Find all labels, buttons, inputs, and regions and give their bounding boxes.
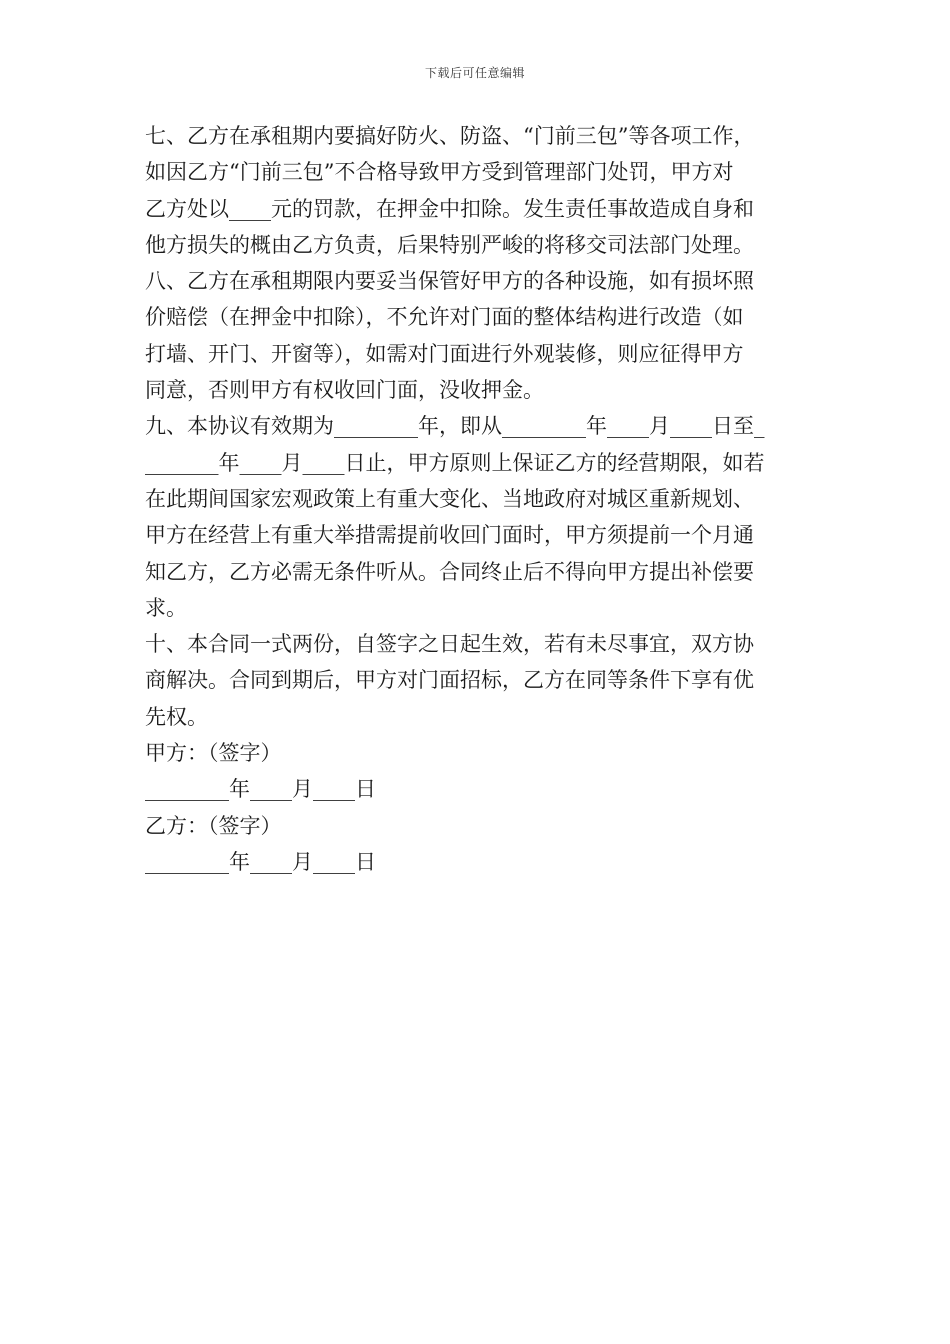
document-body [145, 118, 810, 880]
clause-9-line-1: 九、本协议有效期为________年，即从________年____月____日至_ [145, 414, 765, 439]
page-header: 下载后可任意编辑 [424, 66, 525, 80]
clause-8-line-4: 同意，否则甲方有权收回门面，没收押金。 [145, 378, 544, 403]
clause-7-line-1: 七、乙方在承租期内要搞好防火、防盗、“门前三包”等各项工作， [145, 124, 755, 148]
clause-9-line-6: 求。 [145, 595, 187, 620]
clause-8-line-3: 打墙、开门、开窗等），如需对门面进行外观装修，则应征得甲方 [145, 341, 744, 366]
clause-9-line-3: 在此期间国家宏观政策上有重大变化、当地政府对城区重新规划、 [145, 486, 754, 511]
party-b-date-line: ________年____月____日 [145, 849, 376, 874]
clause-9-line-4: 甲方在经营上有重大举措需提前收回门面时，甲方须提前一个月通 [145, 523, 754, 548]
clause-9-line-5: 知乙方，乙方必需无条件听从。合同终止后不得向甲方提出补偿要 [145, 559, 754, 584]
clause-8-line-2: 价赔偿（在押金中扣除），不允许对门面的整体结构进行改造（如 [145, 305, 744, 330]
clause-9-line-2: _______年____月____日止，甲方原则上保证乙方的经营期限，如若 [145, 450, 765, 475]
clause-7-line-3: 乙方处以____元的罚款，在押金中扣除。发生责任事故造成自身和 [145, 196, 754, 221]
clause-7-line-4: 他方损失的概由乙方负责，后果特别严峻的将移交司法部门处理。 [145, 232, 754, 257]
clause-7-line-2: 如因乙方“门前三包”不合格导致甲方受到管理部门处罚，甲方对 [145, 160, 734, 185]
party-a-date-line: ________年____月____日 [145, 777, 376, 802]
party-a-signature-label: 甲方：（签字） [145, 741, 282, 766]
party-b-signature-label: 乙方：（签字） [145, 813, 282, 838]
clause-10-line-2: 商解决。合同到期后，甲方对门面招标，乙方在同等条件下享有优 [145, 668, 754, 693]
clause-8-line-1: 八、乙方在承租期限内要妥当保管好甲方的各种设施，如有损坏照 [145, 269, 754, 294]
clause-10-line-3: 先权。 [145, 704, 208, 729]
clause-10-line-1: 十、本合同一式两份，自签字之日起生效，若有未尽事宜，双方协 [145, 632, 754, 657]
